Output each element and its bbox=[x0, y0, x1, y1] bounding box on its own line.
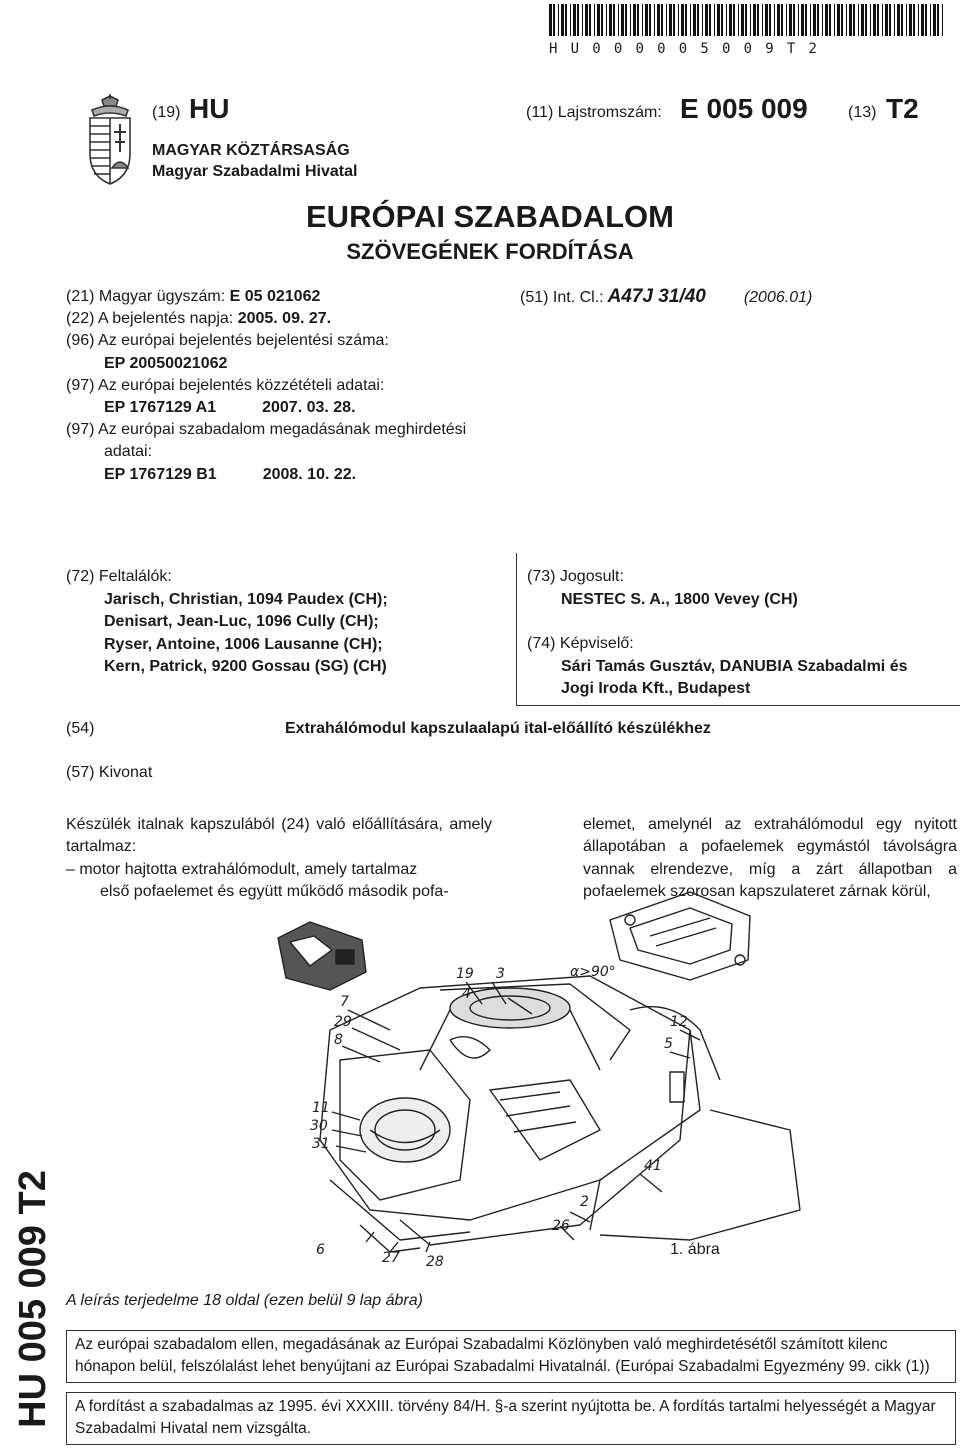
barcode-bar bbox=[885, 4, 888, 36]
barcode-bar bbox=[921, 4, 924, 36]
document-subtitle: SZÖVEGÉNEK FORDÍTÁSA bbox=[346, 239, 634, 264]
barcode-bar bbox=[561, 4, 564, 36]
field-19-value: HU bbox=[189, 93, 230, 124]
abstract-text: – motor hajtotta extrahálómodult, amely tartalmaz bbox=[66, 860, 418, 878]
barcode-bar bbox=[717, 4, 720, 36]
holder-label: (73) Jogosult: bbox=[527, 568, 624, 585]
barcode-bar bbox=[901, 4, 903, 36]
barcode-bar bbox=[801, 4, 804, 36]
holder-block bbox=[527, 566, 957, 701]
opposition-notice: Az európai szabadalom ellen, megadásának az Európai Szabadalmi Közlönyben való meghirdetésétől számított kilenc hónapon belül, felszólalást lehet benyújtani az Európai Szabadalmi Hivatalnál. (Európai Szabadalmi Egyezmény 99. cikk (1)) bbox=[66, 1330, 956, 1383]
barcode-bar bbox=[750, 4, 751, 36]
barcode-bar bbox=[861, 4, 864, 36]
barcode-bar bbox=[705, 4, 708, 36]
barcode-bar bbox=[697, 4, 699, 36]
ref-number: 11 bbox=[312, 1100, 330, 1116]
ref-number: 19 bbox=[456, 966, 474, 982]
barcode-bar bbox=[846, 4, 847, 36]
barcode-bar bbox=[805, 4, 807, 36]
barcode-bar bbox=[558, 4, 559, 36]
ref-number: 7 bbox=[340, 994, 349, 1010]
document-kind-code: T2 bbox=[886, 93, 919, 124]
barcode-bar bbox=[673, 4, 675, 36]
abstract-text: első pofaelemet és együtt működő második pofa- bbox=[100, 882, 449, 900]
ref-number: 26 bbox=[552, 1218, 570, 1234]
barcode-bar bbox=[810, 4, 811, 36]
ref-number: 27 bbox=[382, 1250, 400, 1266]
document-title: EURÓPAI SZABADALOM bbox=[306, 199, 674, 234]
field-97b-label-2: adatai: bbox=[104, 443, 153, 461]
barcode-bar bbox=[777, 4, 780, 36]
barcode-bar bbox=[649, 4, 651, 36]
ref-number: 29 bbox=[334, 1014, 352, 1030]
field-11-label: (11) Lajstromszám: bbox=[526, 104, 662, 121]
country-name: MAGYAR KÖZTÁRSASÁG bbox=[152, 142, 350, 159]
barcode-bar bbox=[678, 4, 679, 36]
barcode-bar bbox=[721, 4, 723, 36]
divider-horizontal bbox=[516, 705, 960, 706]
barcode-bar bbox=[738, 4, 739, 36]
inventors-block bbox=[66, 566, 506, 679]
ref-number: 4 bbox=[462, 986, 471, 1002]
barcode-bar bbox=[745, 4, 747, 36]
barcode-bar bbox=[813, 4, 816, 36]
ref-number: 31 bbox=[312, 1136, 330, 1152]
divider-vertical bbox=[516, 553, 517, 706]
barcode-bar bbox=[757, 4, 759, 36]
bibliographic-data bbox=[66, 286, 516, 486]
field-97a-label: (97) Az európai bejelentés közzétételi adatai: bbox=[66, 376, 385, 394]
barcode-bar bbox=[925, 4, 927, 36]
barcode-bar bbox=[793, 4, 795, 36]
barcode-bar bbox=[765, 4, 768, 36]
barcode-bar bbox=[909, 4, 912, 36]
barcode-bar bbox=[849, 4, 852, 36]
barcode-bar bbox=[570, 4, 571, 36]
barcode-bar bbox=[789, 4, 792, 36]
translation-notice: A fordítást a szabadalmas az 1995. évi XXXIII. törvény 84/H. §-a szerint nyújtotta be. A fordítás tartalmi helyességét a Magyar Szabadalmi Hivatal nem vizsgálta. bbox=[66, 1392, 956, 1445]
barcode-bar bbox=[894, 4, 895, 36]
barcode-bar bbox=[642, 4, 643, 36]
barcode-bar bbox=[834, 4, 835, 36]
barcode-bar bbox=[873, 4, 876, 36]
barcode-bar bbox=[690, 4, 691, 36]
barcode-bar bbox=[633, 4, 636, 36]
barcode-bar bbox=[589, 4, 591, 36]
field-22: (22) A bejelentés napja: 2005. 09. 27. bbox=[66, 310, 332, 328]
barcode-bar bbox=[786, 4, 787, 36]
barcode-bar bbox=[609, 4, 612, 36]
coat-of-arms-emblem bbox=[80, 94, 140, 188]
barcode-bar bbox=[681, 4, 684, 36]
representative-label: (74) Képviselő: bbox=[527, 635, 634, 652]
barcode-bar bbox=[654, 4, 655, 36]
barcode-bar bbox=[753, 4, 756, 36]
figure-caption: 1. ábra bbox=[670, 1241, 720, 1258]
invention-title: Extrahálómodul kapszulaalapú ital-előállító készülékhez bbox=[285, 720, 711, 737]
barcode-bar bbox=[822, 4, 823, 36]
inset-angle-label: α>90° bbox=[570, 964, 616, 980]
barcode-bar bbox=[573, 4, 576, 36]
inventors-label: (72) Feltalálók: bbox=[66, 568, 172, 585]
representative-value: Jogi Iroda Kft., Budapest bbox=[561, 680, 751, 697]
field-96-value: EP 20050021062 bbox=[104, 354, 228, 372]
barcode-bar bbox=[870, 4, 871, 36]
barcode-bar bbox=[841, 4, 843, 36]
abstract-text: Készülék italnak kapszulából (24) való előállítására, amely tartalmaz: bbox=[66, 816, 492, 856]
inventor-name: Ryser, Antoine, 1006 Lausanne (CH); bbox=[104, 635, 383, 653]
barcode-bar bbox=[625, 4, 627, 36]
ref-number: 30 bbox=[310, 1118, 328, 1134]
ref-number: 5 bbox=[664, 1036, 673, 1052]
barcode-bar bbox=[729, 4, 732, 36]
barcode-bar bbox=[798, 4, 799, 36]
barcode-bar bbox=[657, 4, 660, 36]
barcode-bar bbox=[918, 4, 919, 36]
barcode-bar bbox=[621, 4, 624, 36]
barcode-bar bbox=[762, 4, 763, 36]
inventor-name: Jarisch, Christian, 1094 Paudex (CH); bbox=[104, 590, 388, 608]
barcode-bar bbox=[937, 4, 939, 36]
ref-number: 12 bbox=[670, 1014, 688, 1030]
barcode-bar bbox=[549, 4, 552, 36]
barcode-bar bbox=[582, 4, 583, 36]
barcode-bar bbox=[913, 4, 915, 36]
field-54-label: (54) bbox=[66, 720, 95, 737]
barcode-bar bbox=[930, 4, 931, 36]
barcode-bar bbox=[741, 4, 744, 36]
barcode-bar bbox=[630, 4, 631, 36]
field-96-label: (96) Az európai bejelentés bejelentési száma: bbox=[66, 332, 389, 350]
abstract-heading: (57) Kivonat bbox=[66, 764, 153, 781]
barcode-bar bbox=[817, 4, 819, 36]
barcode-text: HU000005009T2 bbox=[549, 41, 831, 57]
barcode-bar bbox=[577, 4, 579, 36]
barcode-bar bbox=[889, 4, 891, 36]
field-13-label: (13) bbox=[848, 104, 877, 121]
barcode-bar bbox=[877, 4, 879, 36]
barcode-bar bbox=[585, 4, 588, 36]
barcode-bar bbox=[733, 4, 735, 36]
ref-number: 6 bbox=[316, 1242, 325, 1258]
field-97a-value: EP 1767129 A1 2007. 03. 28. bbox=[104, 399, 356, 417]
ref-number: 41 bbox=[644, 1158, 662, 1174]
barcode-bar bbox=[781, 4, 783, 36]
barcode-bar bbox=[829, 4, 831, 36]
barcode-bar bbox=[702, 4, 703, 36]
inventor-name: Kern, Patrick, 9200 Gossau (SG) (CH) bbox=[104, 658, 387, 675]
barcode-bar bbox=[858, 4, 859, 36]
holder-value: NESTEC S. A., 1800 Vevey (CH) bbox=[561, 590, 798, 608]
field-21: (21) Magyar ügyszám: E 05 021062 bbox=[66, 288, 321, 305]
barcode-bar bbox=[882, 4, 883, 36]
side-document-number: HU 005 009 T2 bbox=[12, 1170, 54, 1428]
registration-number: E 005 009 bbox=[680, 93, 808, 124]
barcode-bar bbox=[933, 4, 936, 36]
barcode-bar bbox=[693, 4, 696, 36]
barcode-bar bbox=[606, 4, 607, 36]
barcode-bar bbox=[709, 4, 711, 36]
barcode-bar bbox=[942, 4, 943, 36]
barcode-bar bbox=[565, 4, 567, 36]
barcode-bar bbox=[594, 4, 595, 36]
field-97b-value: EP 1767129 B1 2008. 10. 22. bbox=[104, 465, 357, 483]
ref-number: 2 bbox=[580, 1194, 589, 1210]
barcode-bar bbox=[666, 4, 667, 36]
abstract-right-column: elemet, amelynél az extrahálómodul egy nyitott állapotában a pofaelemek egymástól távolságra vannak elrendezve, míg a zárt állapotban a pofaelemek szorosan kapszulateret zárnak körül, bbox=[583, 816, 957, 900]
description-length: A leírás terjedelme 18 oldal (ezen belül 9 lap ábra) bbox=[66, 1292, 423, 1309]
inventor-name: Denisart, Jean-Luc, 1096 Cully (CH); bbox=[104, 613, 379, 630]
barcode-bar bbox=[553, 4, 555, 36]
field-51-classification: (51) Int. Cl.: A47J 31/40 (2006.01) bbox=[520, 286, 813, 307]
barcode-bar bbox=[597, 4, 600, 36]
ref-number: 8 bbox=[334, 1032, 343, 1048]
barcode-bar bbox=[661, 4, 663, 36]
barcode-bar bbox=[613, 4, 615, 36]
barcode-bar bbox=[618, 4, 619, 36]
office-name: Magyar Szabadalmi Hivatal bbox=[152, 163, 358, 180]
representative-value: Sári Tamás Gusztáv, DANUBIA Szabadalmi és bbox=[561, 657, 908, 675]
field-19-label: (19) bbox=[152, 104, 181, 121]
ref-number: 28 bbox=[426, 1254, 444, 1270]
field-97b-label-1: (97) Az európai szabadalom megadásának meghirdetési bbox=[66, 421, 467, 439]
barcode-bar bbox=[669, 4, 672, 36]
barcode-bar bbox=[837, 4, 840, 36]
barcode-bar bbox=[825, 4, 828, 36]
barcode-bar bbox=[714, 4, 715, 36]
barcode-bar bbox=[906, 4, 907, 36]
barcode-bar bbox=[853, 4, 855, 36]
barcode-bar bbox=[685, 4, 687, 36]
technical-drawing bbox=[270, 880, 960, 1290]
barcode-bar bbox=[601, 4, 603, 36]
barcode-bar bbox=[774, 4, 775, 36]
barcode-bar bbox=[897, 4, 900, 36]
ref-number: 3 bbox=[496, 966, 505, 982]
barcode-bar bbox=[865, 4, 867, 36]
barcode-bar bbox=[637, 4, 639, 36]
barcode-bar bbox=[769, 4, 771, 36]
barcode-bar bbox=[726, 4, 727, 36]
barcode bbox=[549, 4, 947, 36]
barcode-bar bbox=[645, 4, 648, 36]
